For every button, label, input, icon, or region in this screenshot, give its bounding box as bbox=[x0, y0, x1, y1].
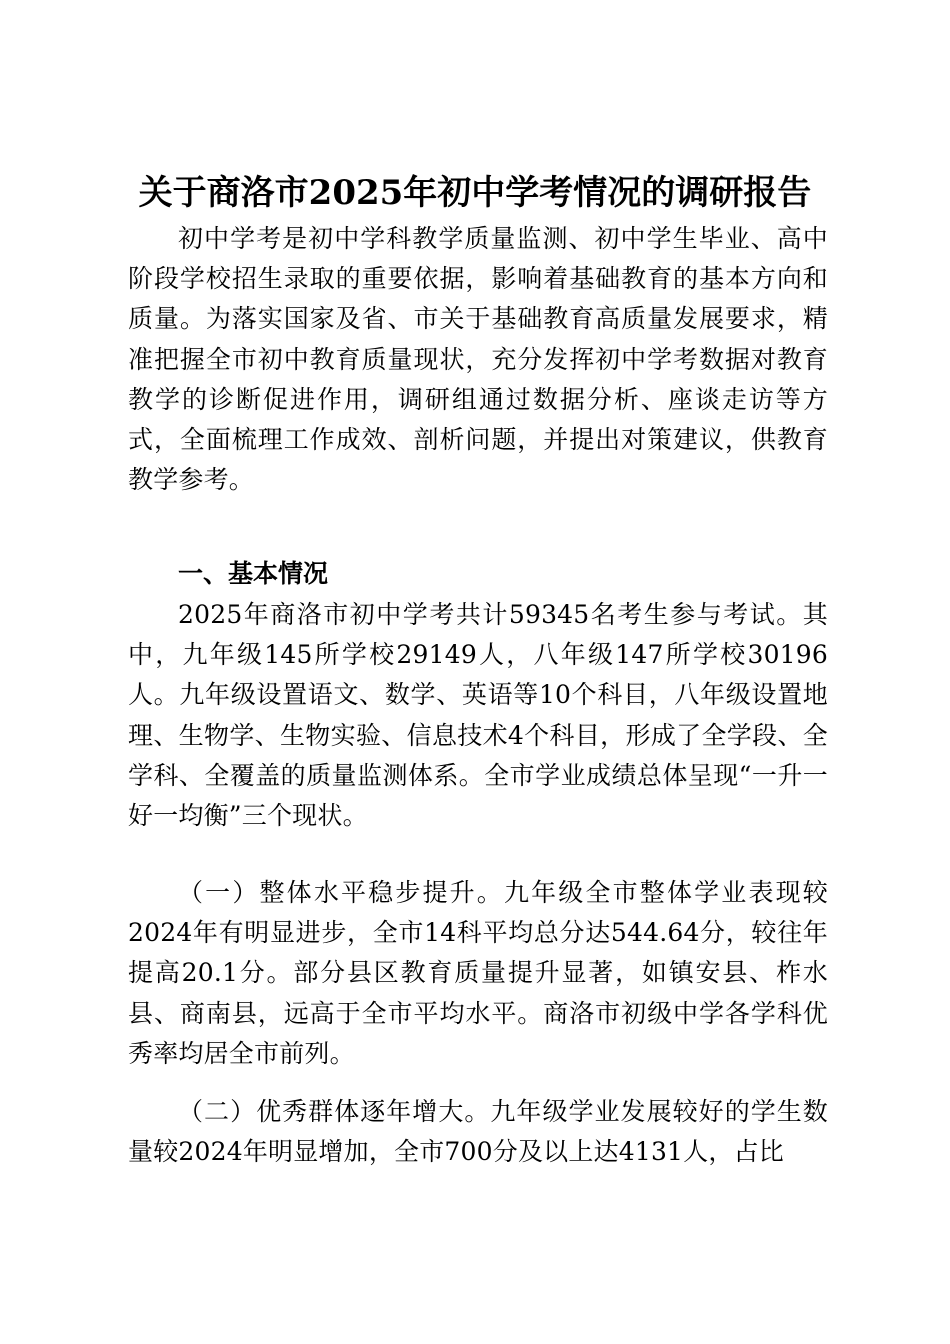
basic-situation-paragraph: 2025年商洛市初中学考共计59345名考生参与考试。其中，九年级145所学校29149人，八年级147所学校30196人。九年级设置语文、数学、英语等10个科目，八年级设置地理、生物学、生物实验、信息技术4个科目，形成了全学段、全学科、全覆盖的质量监测体系。全市学业成绩总体呈现“一升一好一均衡”三个现状。 bbox=[128, 600, 828, 831]
item-two-paragraph: （二）优秀群体逐年增大。九年级学业发展较好的学生数量较2024年明显增加，全市700分及以上达4131人，占比 bbox=[128, 1097, 828, 1167]
section-heading-basic-situation: 一、基本情况 bbox=[178, 559, 329, 588]
intro-paragraph: 初中学考是初中学科教学质量监测、初中学生毕业、高中阶段学校招生录取的重要依据，影响着基础教育的基本方向和质量。为落实国家及省、市关于基础教育高质量发展要求，精准把握全市初中教育质量现状，充分发挥初中学考数据对教育教学的诊断促进作用，调研组通过数据分析、座谈走访等方式，全面梳理工作成效、剖析问题，并提出对策建议，供教育教学参考。 bbox=[128, 224, 828, 495]
document-title: 关于商洛市2025年初中学考情况的调研报告 bbox=[138, 173, 812, 213]
item-one-paragraph: （一）整体水平稳步提升。九年级全市整体学业表现较2024年有明显进步，全市14科平均总分达544.64分，较往年提高20.1分。部分县区教育质量提升显著，如镇安县、柞水县、商南县，远高于全市平均水平。商洛市初级中学各学科优秀率均居全市前列。 bbox=[128, 878, 828, 1068]
